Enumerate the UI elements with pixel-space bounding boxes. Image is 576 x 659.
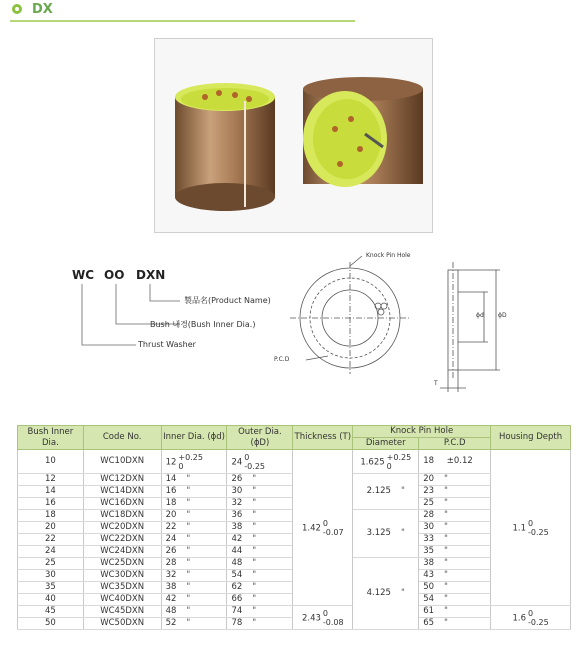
cell-pcd: 30 " (419, 522, 491, 534)
cell-inner: 12 +0.25 0 (161, 450, 227, 474)
cell-inner: 52 " (161, 618, 227, 630)
cell-bush: 50 (18, 618, 84, 630)
product-name-label: 製品名(Product Name) (184, 296, 271, 305)
cell-pcd: 54 " (419, 594, 491, 606)
cell-bush: 12 (18, 474, 84, 486)
cell-pcd: 43 " (419, 570, 491, 582)
cell-outer: 66 " (227, 594, 293, 606)
cell-pcd: 50 " (419, 582, 491, 594)
th-housing-depth: Housing Depth (491, 426, 571, 450)
cell-pcd: 61 " (419, 606, 491, 618)
cell-bush: 14 (18, 486, 84, 498)
section-title: DX (32, 2, 53, 17)
cell-pcd: 25 " (419, 498, 491, 510)
cell-inner: 28 " (161, 558, 227, 570)
circle-bullet-icon (12, 4, 22, 14)
pcd-label: P.C.D (274, 356, 290, 363)
th-inner-dia: Inner Dia. (ϕd) (161, 426, 227, 450)
cell-code: WC16DXN (83, 498, 161, 510)
cell-inner: 20 " (161, 510, 227, 522)
cell-inner: 42 " (161, 594, 227, 606)
cell-code: WC25DXN (83, 558, 161, 570)
cell-housing-depth: 1.1 0 -0.25 (491, 450, 571, 606)
cell-bush: 16 (18, 498, 84, 510)
cell-code: WC10DXN (83, 450, 161, 474)
spec-table-body (18, 450, 571, 630)
th-bush-inner-dia: Bush Inner Dia. (18, 426, 84, 450)
bushing-right (303, 77, 423, 187)
cell-pcd: 33 " (419, 534, 491, 546)
cell-pcd: 38 " (419, 558, 491, 570)
bushing-left (175, 83, 275, 211)
code-part-dxn: DXN (136, 268, 166, 282)
cell-inner: 22 " (161, 522, 227, 534)
bush-inner-dia-label: Bush 내경(Bush Inner Dia.) (150, 320, 256, 329)
cell-bush: 30 (18, 570, 84, 582)
cell-inner: 48 " (161, 606, 227, 618)
th-code-no: Code No. (83, 426, 161, 450)
bushing-illustration (155, 39, 432, 232)
thickness-symbol: T (434, 380, 438, 387)
cell-pcd: 28 " (419, 510, 491, 522)
th-outer-dia: Outer Dia. (ϕD) (227, 426, 293, 450)
cell-bush: 45 (18, 606, 84, 618)
cell-outer: 48 " (227, 558, 293, 570)
cell-housing-depth: 1.6 0 -0.25 (491, 606, 571, 630)
product-photo (154, 38, 433, 233)
cell-outer: 62 " (227, 582, 293, 594)
cell-outer: 54 " (227, 570, 293, 582)
cell-knock-diameter: 1.625 +0.25 0 (353, 450, 419, 474)
cell-thickness: 1.42 0 -0.07 (293, 450, 353, 606)
cell-outer: 36 " (227, 510, 293, 522)
cell-thickness: 2.43 0 -0.08 (293, 606, 353, 630)
cell-pcd: 18 ±0.12 (419, 450, 491, 474)
cell-bush: 10 (18, 450, 84, 474)
cell-bush: 18 (18, 510, 84, 522)
cell-bush: 22 (18, 534, 84, 546)
cell-outer: 30 " (227, 486, 293, 498)
section-header (10, 2, 355, 24)
code-part-wc: WC (72, 268, 95, 282)
table-row (18, 450, 571, 474)
thrust-washer-label: Thrust Washer (138, 340, 196, 349)
cell-code: WC35DXN (83, 582, 161, 594)
cell-outer: 38 " (227, 522, 293, 534)
cell-code: WC45DXN (83, 606, 161, 618)
cell-outer: 74 " (227, 606, 293, 618)
cell-pcd: 20 " (419, 474, 491, 486)
cell-knock-diameter: 4.125 " (353, 558, 419, 630)
cell-knock-diameter: 2.125 " (353, 474, 419, 510)
technical-drawing (272, 252, 522, 397)
cell-pcd: 35 " (419, 546, 491, 558)
cell-code: WC20DXN (83, 522, 161, 534)
th-thickness: Thickness (T) (293, 426, 353, 450)
cell-outer: 26 " (227, 474, 293, 486)
cell-code: WC22DXN (83, 534, 161, 546)
cell-inner: 18 " (161, 498, 227, 510)
cell-pcd: 65 " (419, 618, 491, 630)
cell-code: WC24DXN (83, 546, 161, 558)
cell-bush: 35 (18, 582, 84, 594)
cell-bush: 20 (18, 522, 84, 534)
cell-code: WC14DXN (83, 486, 161, 498)
cell-bush: 40 (18, 594, 84, 606)
outer-dia-symbol: ϕD (498, 312, 507, 319)
cell-inner: 26 " (161, 546, 227, 558)
cell-bush: 24 (18, 546, 84, 558)
cell-pcd: 23 " (419, 486, 491, 498)
code-part-oo: OO (104, 268, 125, 282)
cell-code: WC50DXN (83, 618, 161, 630)
washer-drawing (272, 252, 522, 397)
cell-outer: 78 " (227, 618, 293, 630)
cell-code: WC12DXN (83, 474, 161, 486)
th-knock-pin-hole: Knock Pin Hole (353, 426, 491, 438)
cell-code: WC30DXN (83, 570, 161, 582)
cell-inner: 16 " (161, 486, 227, 498)
cell-code: WC18DXN (83, 510, 161, 522)
cell-inner: 38 " (161, 582, 227, 594)
inner-dia-symbol: ϕd (476, 312, 484, 319)
cell-bush: 25 (18, 558, 84, 570)
cell-outer: 44 " (227, 546, 293, 558)
knock-pin-hole-label: Knock Pin Hole (366, 252, 411, 259)
th-diameter: Diameter (353, 438, 419, 450)
th-pcd: P.C.D (419, 438, 491, 450)
table-row (18, 606, 571, 618)
cell-code: WC40DXN (83, 594, 161, 606)
cell-outer: 24 0 -0.25 (227, 450, 293, 474)
spec-table (17, 425, 571, 630)
cell-knock-diameter: 3.125 " (353, 510, 419, 558)
cell-outer: 32 " (227, 498, 293, 510)
cell-outer: 42 " (227, 534, 293, 546)
header-divider (10, 20, 355, 22)
cell-inner: 14 " (161, 474, 227, 486)
cell-inner: 32 " (161, 570, 227, 582)
cell-inner: 24 " (161, 534, 227, 546)
